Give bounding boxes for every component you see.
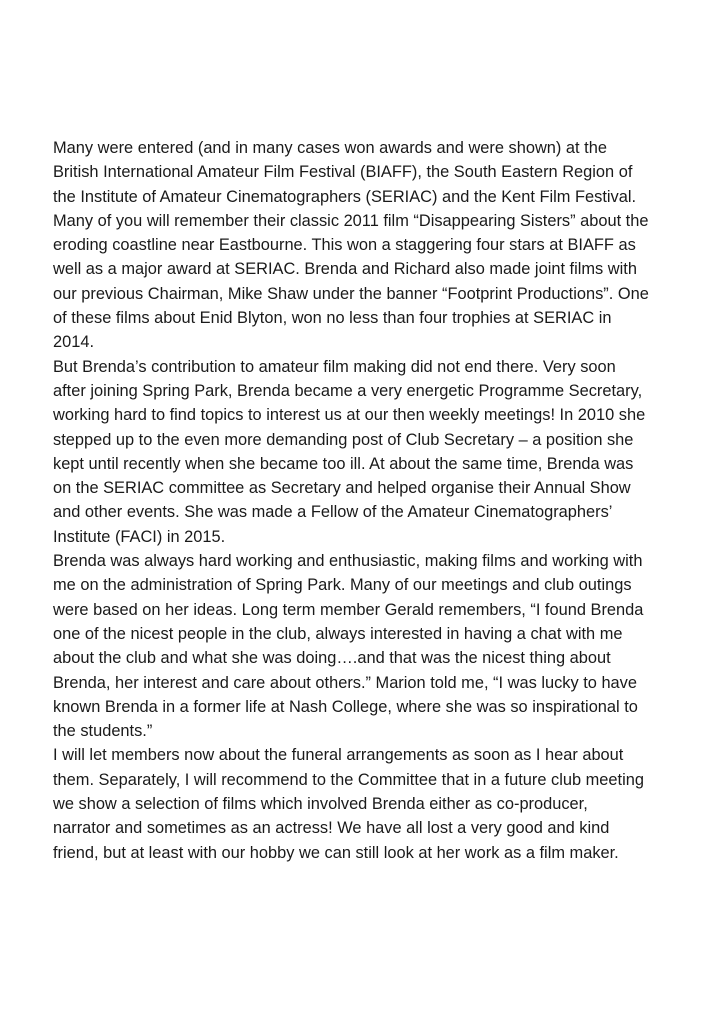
text-line: them. Separately, I will recommend to the Committee that in a future club meeting bbox=[53, 770, 644, 789]
text-line: on the SERIAC committee as Secretary and helped organise their Annual Show bbox=[53, 479, 631, 498]
text-line: our previous Chairman, Mike Shaw under the banner “Footprint Productions”. One bbox=[53, 284, 649, 303]
text-line: the students.” bbox=[53, 722, 153, 741]
text-line: eroding coastline near Eastbourne. This won a staggering four stars at BIAFF as bbox=[53, 236, 636, 255]
text-line: we show a selection of films which involved Brenda either as co-producer, bbox=[53, 795, 588, 814]
text-line: about the club and what she was doing….and that was the nicest thing about bbox=[53, 649, 611, 668]
text-line: and other events. She was made a Fellow of the Amateur Cinematographers’ bbox=[53, 503, 613, 522]
text-line: Brenda was always hard working and enthusiastic, making films and working with bbox=[53, 552, 643, 571]
text-line: kept until recently when she became too ill. At about the same time, Brenda was bbox=[53, 454, 634, 473]
text-line: the Institute of Amateur Cinematographers (SERIAC) and the Kent Film Festival. bbox=[53, 187, 637, 206]
text-line: friend, but at least with our hobby we can still look at her work as a film maker. bbox=[53, 843, 619, 862]
text-line: stepped up to the even more demanding post of Club Secretary – a position she bbox=[53, 430, 634, 449]
text-line: working hard to find topics to interest us at our then weekly meetings! In 2010 she bbox=[53, 406, 646, 425]
text-line: narrator and sometimes as an actress! We have all lost a very good and kind bbox=[53, 819, 610, 838]
text-line: 2014. bbox=[53, 333, 95, 352]
text-line: But Brenda’s contribution to amateur film making did not end there. Very soon bbox=[53, 357, 616, 376]
text-line: after joining Spring Park, Brenda became a very energetic Programme Secretary, bbox=[53, 381, 643, 400]
text-line: Many of you will remember their classic 2011 film “Disappearing Sisters” about the bbox=[53, 211, 649, 230]
text-line: Brenda, her interest and care about others.” Marion told me, “I was lucky to have bbox=[53, 673, 637, 692]
text-line: Institute (FACI) in 2015. bbox=[53, 527, 226, 546]
text-line: were based on her ideas. Long term member Gerald remembers, “I found Brenda bbox=[53, 600, 644, 619]
text-line: one of the nicest people in the club, always interested in having a chat with me bbox=[53, 624, 623, 643]
text-line: British International Amateur Film Festival (BIAFF), the South Eastern Region of bbox=[53, 163, 633, 182]
text-line: well as a major award at SERIAC. Brenda and Richard also made joint films with bbox=[53, 260, 637, 279]
document-body bbox=[53, 136, 693, 865]
text-line: Many were entered (and in many cases won awards and were shown) at the bbox=[53, 139, 607, 157]
text-line: known Brenda in a former life at Nash College, where she was so inspirational to bbox=[53, 697, 638, 716]
text-line: I will let members now about the funeral arrangements as soon as I hear about bbox=[53, 746, 624, 765]
text-line: of these films about Enid Blyton, won no less than four trophies at SERIAC in bbox=[53, 309, 612, 328]
text-line: me on the administration of Spring Park. Many of our meetings and club outings bbox=[53, 576, 632, 595]
